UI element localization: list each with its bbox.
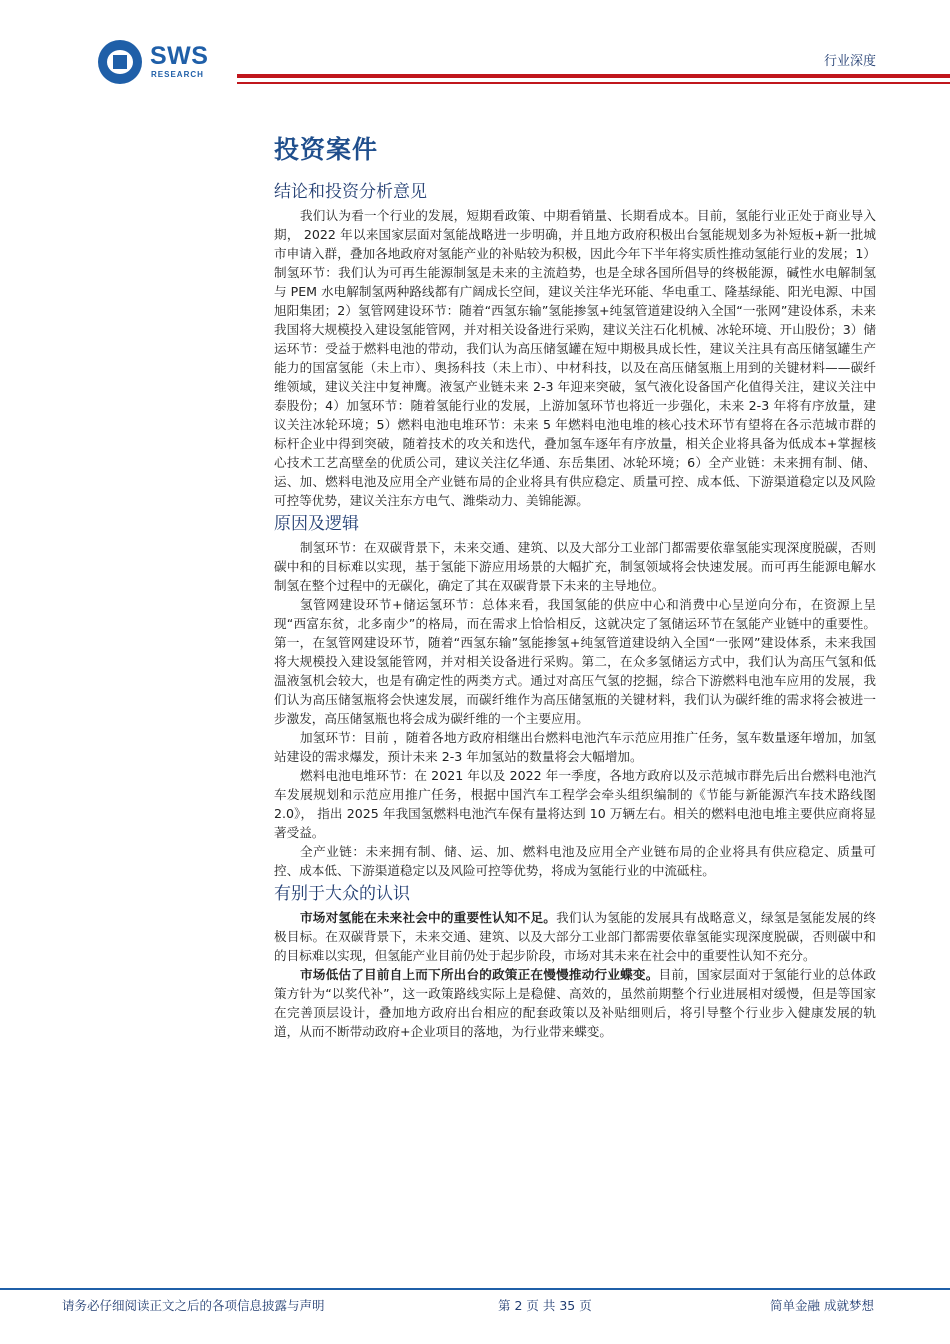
paragraph: 全产业链：未来拥有制、储、运、加、燃料电池及应用全产业链布局的企业将具有供应稳定、质量可控、成本低、下游渠道稳定以及风险可控等优势，将成为氢能行业的中流砥柱。: [274, 844, 876, 878]
section-heading: 结论和投资分析意见: [274, 182, 427, 202]
section-heading: 原因及逻辑: [274, 514, 359, 534]
logo-text: SWS: [150, 42, 209, 70]
paragraph: 制氢环节：在双碳背景下，未来交通、建筑、以及大部分工业部门都需要依靠氢能实现深度脱碳，否则碳中和的目标难以实现，基于氢能下游应用场景的大幅扩充，制氢领域将会快速发展。而可再生能源电解水制氢在整个过程中的无碳化，确定了其在双碳背景下未来的主导地位。: [274, 540, 876, 593]
paragraph: 我们认为看一个行业的发展，短期看政策、中期看销量、长期看成本。目前，氢能行业正处于商业导入期， 2022 年以来国家层面对氢能战略进一步明确，并且地方政府积极出台氢能规划多为补短板+新一批城市申请入群，叠加各地政府对氢能产业的补贴较为积极，因此今年下半年将实质性推动氢能行业的发展；1）制氢环节：我们认为可再生能源制氢是未来的主流趋势，也是全球各国所倡导的终极能源，碱性水电解制氢与 PEM 水电解制氢两种路线都有广阔成长空间，建议关注华光环能、华电重工、隆基绿能、阳光电源、中国旭阳集团；2）氢管网建设环节：随着“西氢东输”氢能掺氢+纯氢管道建设纳入全国“一张网”建设体系，未来我国将大规模投入建设氢能管网，并对相关设备进行采购，建议关注石化机械、冰轮环境、开山股份；3）储运环节：受益于燃料电池的带动，我们认为高压储氢罐在短中期极具成长性，建议关注具有高压储氢罐生产能力的国富氢能（未上市）、奥扬科技（未上市）、中材科技，以及在高压储氢瓶上用到的关键材料——碳纤维领域，建议关注中复神鹰。液氢产业链未来 2-3 年迎来突破，氢气液化设备国产化值得关注，建议关注中泰股份；4）加氢环节：随着氢能行业的发展，上游加氢环节也将近一步强化，未来 2-3 年将有序放量，建议关注冰轮环境；5）燃料电池电堆环节：未来 5 年燃料电池电堆的核心技术环节有望将在各示范城市群的标杆企业中得到突破，随着技术的攻关和迭代，叠加氢车逐年有序放量，相关企业将具备为低成本+掌握核心技术工艺高壁垒的优质公司，建议关注亿华通、东岳集团、冰轮环境；6）全产业链：未来拥有制、储、运、加、燃料电池及应用全产业链布局的企业将具有供应稳定、质量可控、成本低、下游渠道稳定以及风险可控等优势，建议关注东方电气、潍柴动力、美锦能源。: [274, 208, 876, 508]
header-rule: [237, 74, 950, 78]
main-content: [274, 130, 876, 1041]
footer-disclaimer: 请务必仔细阅读正文之后的各项信息披露与声明: [62, 1298, 325, 1313]
paragraph: [274, 965, 876, 1041]
paragraph: 燃料电池电堆环节：在 2021 年以及 2022 年一季度，各地方政府以及示范城市群先后出台燃料电池汽车发展规划和示范应用推广任务，根据中国汽车工程学会牵头组织编制的《节能与新能源汽车技术路线图 2.0》， 指出 2025 年我国氢燃料电池汽车保有量将达到 10 万辆左右。相关的燃料电池电堆主要供应商将显著受益。: [274, 768, 876, 840]
logo-subtext: RESEARCH: [151, 70, 204, 79]
footer-slogan: 简单金融 成就梦想: [770, 1298, 874, 1313]
page-number: 第 2 页 共 35 页: [498, 1298, 592, 1313]
page-header: [0, 0, 950, 110]
paragraph-lead: 市场对氢能在未来社会中的重要性认知不足。: [300, 910, 557, 925]
paragraph: 加氢环节：目前 ，随着各地方政府相继出台燃料电池汽车示范应用推广任务，氢车数量逐年增加，加氢站建设的需求爆发，预计未来 2-3 年加氢站的数量将会大幅增加。: [274, 730, 876, 764]
paragraph-body: 目前，国家层面对于氢能行业的总体政策方针为“以奖代补”，这一政策路线实际上是稳健、高效的，虽然前期整个行业进展相对缓慢，但是等国家在完善顶层设计，叠加地方政府出台相应的配套政策以及补贴细则后，将引导整个行业步入健康发展的轨道，从而不断带动政府+企业项目的落地，为行业带来蝶变。: [274, 967, 876, 1039]
footer-rule: [0, 1288, 950, 1290]
page-title: 投资案件: [274, 135, 379, 164]
section-different-view: [274, 882, 876, 1041]
paragraph: 氢管网建设环节+储运氢环节：总体来看，我国氢能的供应中心和消费中心呈逆向分布，在资源上呈现“西富东贫，北多南少”的格局，而在需求上恰恰相反，这就决定了氢储运环节在氢能产业链中的重要性。第一，在氢管网建设环节，随着“西氢东输”氢能掺氢+纯氢管道建设纳入全国“一张网”建设体系，未来我国将大规模投入建设氢能管网，并对相关设备进行采购。第二，在众多氢储运方式中，我们认为高压气氢和低温液氢机会较大，也是有确定性的两类方式。通过对高压气氢的挖掘，综合下游燃料电池车应用的发展，我们认为高压储氢瓶将会快速发展，而碳纤维作为高压储氢瓶的关键材料，我们认为碳纤维的需求将会被进一步激发，高压储氢瓶也将会成为碳纤维的一个主要应用。: [274, 597, 876, 726]
paragraph-body: 我们认为氢能的发展具有战略意义，绿氢是氢能发展的终极目标。在双碳背景下，未来交通、建筑、以及大部分工业部门都需要依靠氢能实现深度脱碳，否则碳中和的目标难以实现，但氢能产业目前仍处于起步阶段，市场对其未来在社会中的重要性认知不充分。: [274, 910, 876, 963]
section-reasons: [274, 512, 876, 880]
logo-mark-icon: [98, 40, 142, 84]
report-type-label: 行业深度: [823, 54, 876, 69]
paragraph: [274, 908, 876, 965]
sws-logo: [98, 40, 228, 86]
section-heading: 有别于大众的认识: [274, 884, 410, 904]
paragraph-lead: 市场低估了目前自上而下所出台的政策正在慢慢推动行业蝶变。: [300, 967, 659, 982]
header-rule-thin: [237, 82, 950, 84]
section-conclusion: [274, 180, 876, 510]
